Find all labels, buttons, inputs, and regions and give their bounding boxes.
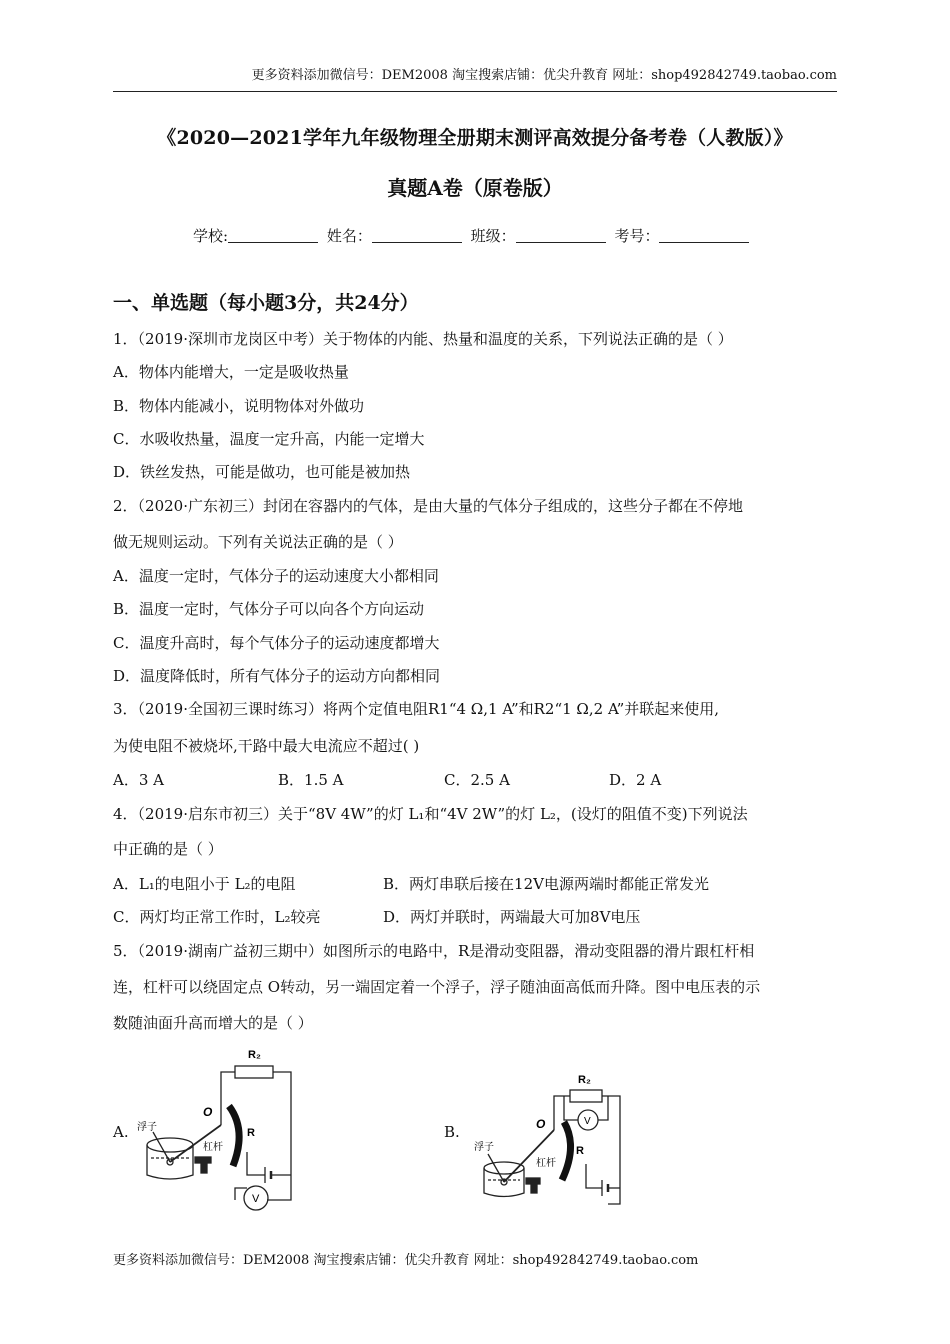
q5-option-b-label: B. xyxy=(444,1123,460,1141)
resistor-r2-box xyxy=(570,1090,602,1102)
page-header: 更多资料添加微信号：DEM2008 淘宝搜索店铺：优尖升教育 网址：shop492842749.taobao.com xyxy=(113,64,837,92)
q3-option-b: B．1.5 A xyxy=(278,771,344,789)
q5-stem-line2: 连，杠杆可以绕固定点 O转动，另一端固定着一个浮子，浮子随油面高低而升降。图中电压表的示 xyxy=(113,978,761,996)
q2-option-d: D．温度降低时，所有气体分子的运动方向都相同 xyxy=(113,667,441,685)
label-lever: 杠杆 xyxy=(536,1158,556,1169)
wire-right xyxy=(267,1072,291,1200)
lever-arm xyxy=(504,1130,554,1182)
class-label: 班级： xyxy=(470,227,516,245)
label-float: 浮子 xyxy=(474,1142,494,1153)
rheostat-r-arc xyxy=(562,1122,571,1180)
label-voltmeter: V xyxy=(252,1193,260,1205)
q4-option-a: A．L₁的电阻小于 L₂的电阻 xyxy=(113,875,296,893)
q4-option-c: C．两灯均正常工作时，L₂较亮 xyxy=(113,908,321,926)
q3-option-c: C．2.5 A xyxy=(444,771,510,789)
wire-battery-left xyxy=(247,1152,265,1175)
class-blank xyxy=(516,228,606,243)
number-blank xyxy=(659,228,749,243)
q3-stem-line1: 3．（2019·全国初三课时练习）将两个定值电阻R1“4 Ω,1 A”和R2“1 Ω,2 A”并联起来使用, xyxy=(113,700,720,718)
q4-option-b: B．两灯串联后接在12V电源两端时都能正常发光 xyxy=(383,875,709,893)
name-blank xyxy=(372,228,462,243)
q2-option-b: B．温度一定时，气体分子可以向各个方向运动 xyxy=(113,600,425,618)
page-footer: 更多资料添加微信号：DEM2008 淘宝搜索店铺：优尖升教育 网址：shop492842749.taobao.com xyxy=(113,1253,699,1268)
label-float: 浮子 xyxy=(137,1122,157,1133)
q5-circuit-figure-b xyxy=(470,1068,640,1218)
q3-option-d: D．2 A xyxy=(609,771,662,789)
school-blank xyxy=(228,228,318,243)
q5-stem-line3: 数随油面升高而增大的是（ ） xyxy=(113,1014,313,1032)
label-o: O xyxy=(536,1117,546,1131)
label-voltmeter: V xyxy=(584,1116,591,1127)
rheostat-r-arc xyxy=(229,1106,239,1166)
label-r: R xyxy=(576,1145,584,1157)
q2-option-a: A．温度一定时，气体分子的运动速度大小都相同 xyxy=(113,567,439,585)
q1-option-d: D．铁丝发热，可能是做功，也可能是被加热 xyxy=(113,463,411,481)
section-title: 一、单选题（每小题3分，共24分） xyxy=(113,292,419,314)
q5-stem-line1: 5．（2019·湖南广益初三期中）如图所示的电路中，R是滑动变阻器，滑动变阻器的滑片跟杠杆相 xyxy=(113,942,755,960)
q5-circuit-figure-a xyxy=(135,1040,310,1215)
q1-option-b: B．物体内能减小，说明物体对外做功 xyxy=(113,397,365,415)
label-r: R xyxy=(247,1127,255,1139)
school-label: 学校: xyxy=(193,227,229,245)
q4-stem-line2: 中正确的是（ ） xyxy=(113,840,223,858)
resistor-r2-box xyxy=(235,1066,273,1078)
q5-option-a-label: A. xyxy=(113,1123,129,1141)
q3-stem-line2: 为使电阻不被烧坏,干路中最大电流应不超过( ) xyxy=(113,737,420,755)
exam-subtitle: 真题A卷（原卷版） xyxy=(387,176,563,200)
q2-stem-line2: 做无规则运动。下列有关说法正确的是（ ） xyxy=(113,533,403,551)
q4-option-d: D．两灯并联时，两端最大可加8V电压 xyxy=(383,908,641,926)
label-lever: 杠杆 xyxy=(203,1142,223,1153)
q1-option-c: C．水吸收热量，温度一定升高，内能一定增大 xyxy=(113,430,425,448)
student-info-row xyxy=(193,225,753,246)
q4-stem-line1: 4．（2019·启东市初三）关于“8V 4W”的灯 L₁和“4V 2W”的灯 L₂，(设灯的阻值不变)下列说法 xyxy=(113,805,748,823)
q1-stem: 1．（2019·深圳市龙岗区中考）关于物体的内能、热量和温度的关系，下列说法正确的是（ ） xyxy=(113,330,733,348)
label-r2: R₂ xyxy=(578,1074,591,1086)
label-r2: R₂ xyxy=(248,1049,261,1061)
label-o: O xyxy=(203,1105,213,1119)
q1-option-a: A．物体内能增大，一定是吸收热量 xyxy=(113,363,349,381)
number-label: 考号： xyxy=(614,227,660,245)
q3-option-a: A．3 A xyxy=(113,771,164,789)
exam-title: 《2020—2021学年九年级物理全册期末测评高效提分备考卷（人教版）》 xyxy=(157,127,793,149)
q2-stem-line1: 2．（2020·广东初三）封闭在容器内的气体，是由大量的气体分子组成的，这些分子都在不停地 xyxy=(113,497,743,515)
q2-option-c: C．温度升高时，每个气体分子的运动速度都增大 xyxy=(113,634,440,652)
name-label: 姓名： xyxy=(326,227,372,245)
